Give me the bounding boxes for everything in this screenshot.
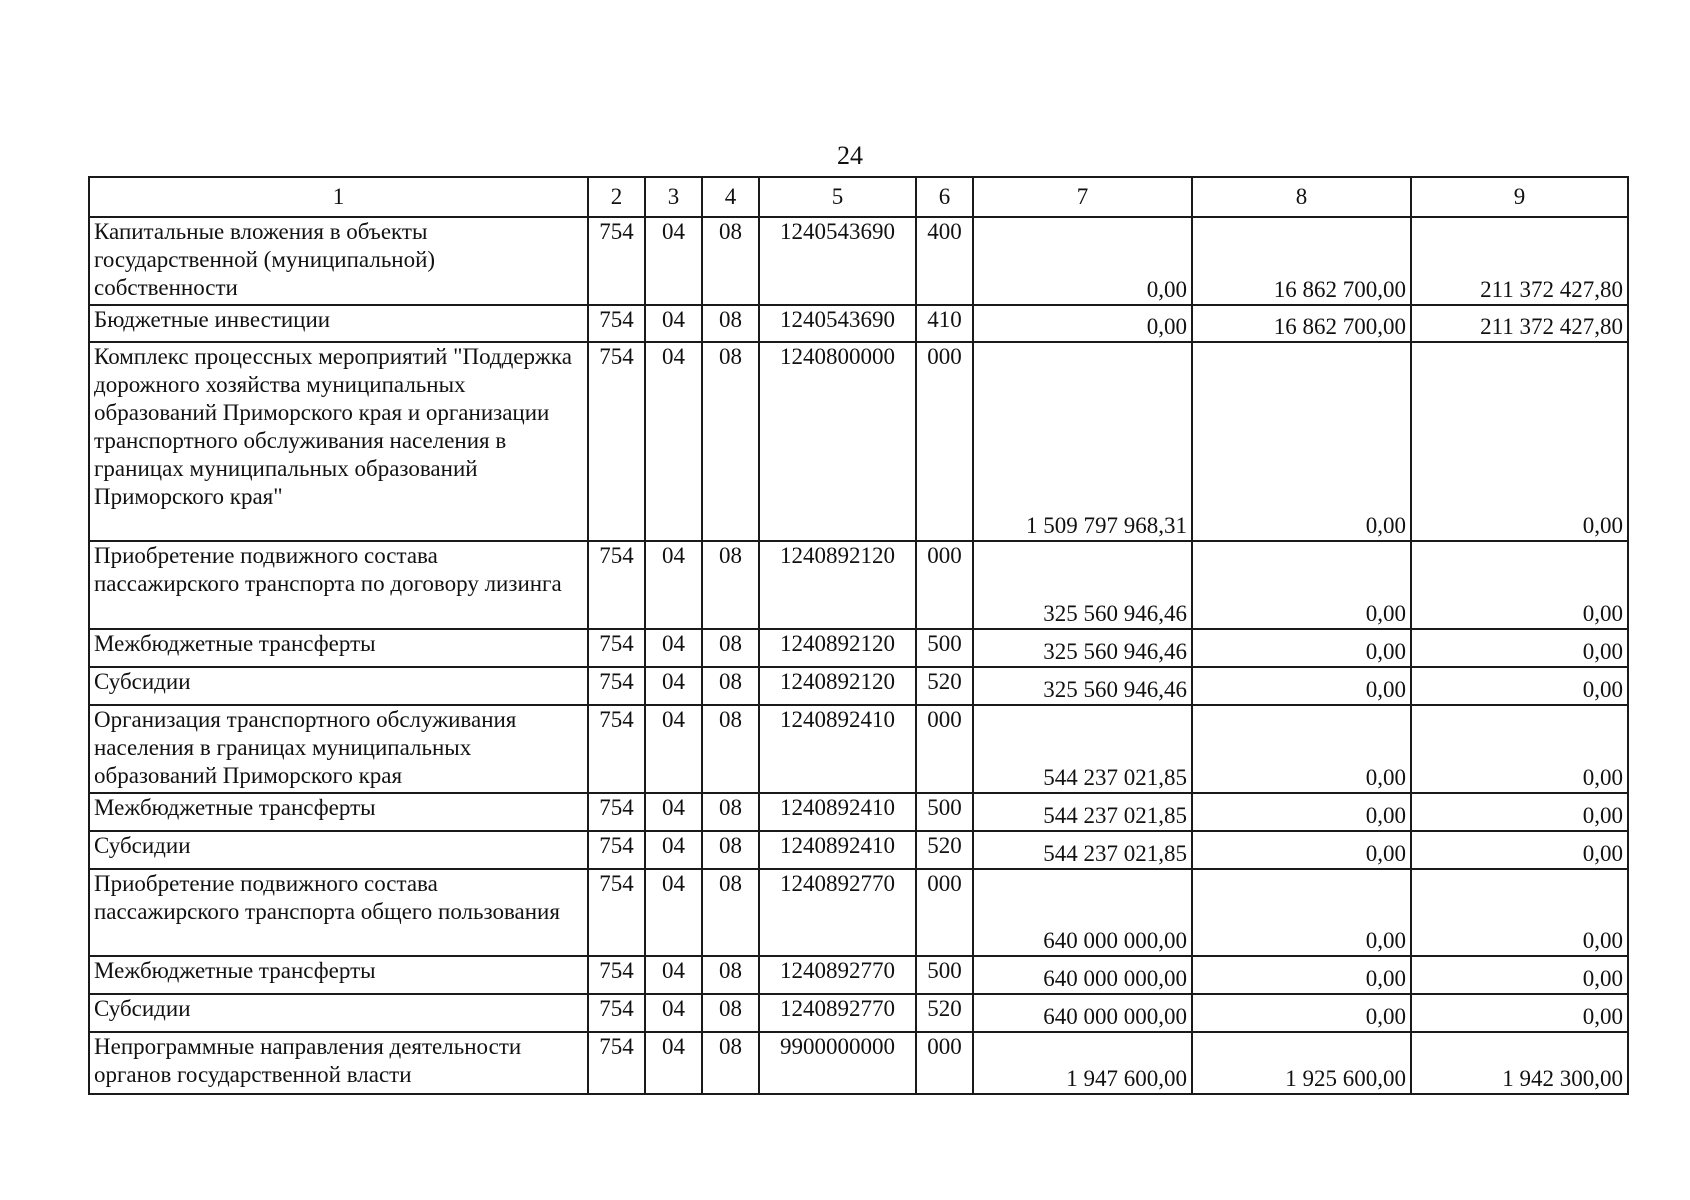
cell-amount-col7: 544 237 021,85 — [973, 831, 1192, 869]
table-header-row — [89, 177, 1628, 217]
cell-amount-col8: 0,00 — [1192, 629, 1411, 667]
column-header: 2 — [588, 177, 645, 217]
cell-section-code: 04 — [645, 305, 702, 342]
column-header: 6 — [916, 177, 973, 217]
cell-amount-col8: 0,00 — [1192, 994, 1411, 1032]
cell-subsection-code: 08 — [702, 342, 759, 541]
column-header: 3 — [645, 177, 702, 217]
cell-section-code: 04 — [645, 1032, 702, 1094]
cell-section-code: 04 — [645, 793, 702, 831]
cell-subsection-code: 08 — [702, 629, 759, 667]
cell-admin-code: 754 — [588, 956, 645, 994]
cell-expense-type-code: 520 — [916, 667, 973, 705]
cell-amount-col8: 0,00 — [1192, 342, 1411, 541]
cell-amount-col9: 0,00 — [1411, 994, 1628, 1032]
cell-amount-col9: 0,00 — [1411, 869, 1628, 956]
cell-admin-code: 754 — [588, 994, 645, 1032]
cell-amount-col8: 0,00 — [1192, 956, 1411, 994]
cell-admin-code: 754 — [588, 629, 645, 667]
table-row — [89, 541, 1628, 629]
cell-subsection-code: 08 — [702, 541, 759, 629]
table-row — [89, 793, 1628, 831]
cell-admin-code: 754 — [588, 705, 645, 793]
cell-expense-type-code: 520 — [916, 994, 973, 1032]
cell-subsection-code: 08 — [702, 831, 759, 869]
cell-target-code: 1240892770 — [759, 869, 916, 956]
cell-section-code: 04 — [645, 342, 702, 541]
cell-target-code: 1240892120 — [759, 541, 916, 629]
row-name: Организация транспортного обслуживания населения в границах муниципальных образований Приморского края — [89, 705, 588, 793]
cell-amount-col7: 325 560 946,46 — [973, 541, 1192, 629]
cell-expense-type-code: 000 — [916, 342, 973, 541]
cell-admin-code: 754 — [588, 541, 645, 629]
table-row — [89, 831, 1628, 869]
cell-admin-code: 754 — [588, 342, 645, 541]
cell-target-code: 1240892770 — [759, 956, 916, 994]
cell-expense-type-code: 520 — [916, 831, 973, 869]
cell-amount-col7: 640 000 000,00 — [973, 956, 1192, 994]
cell-section-code: 04 — [645, 831, 702, 869]
column-header: 8 — [1192, 177, 1411, 217]
cell-amount-col7: 640 000 000,00 — [973, 994, 1192, 1032]
cell-amount-col8: 0,00 — [1192, 831, 1411, 869]
cell-expense-type-code: 500 — [916, 956, 973, 994]
cell-amount-col8: 0,00 — [1192, 667, 1411, 705]
cell-subsection-code: 08 — [702, 793, 759, 831]
table-row — [89, 869, 1628, 956]
cell-admin-code: 754 — [588, 831, 645, 869]
cell-amount-col8: 0,00 — [1192, 793, 1411, 831]
cell-amount-col8: 16 862 700,00 — [1192, 305, 1411, 342]
cell-expense-type-code: 000 — [916, 541, 973, 629]
table-row — [89, 305, 1628, 342]
cell-admin-code: 754 — [588, 217, 645, 305]
cell-target-code: 9900000000 — [759, 1032, 916, 1094]
cell-expense-type-code: 000 — [916, 705, 973, 793]
cell-subsection-code: 08 — [702, 305, 759, 342]
cell-expense-type-code: 000 — [916, 869, 973, 956]
cell-amount-col9: 0,00 — [1411, 342, 1628, 541]
cell-expense-type-code: 000 — [916, 1032, 973, 1094]
cell-amount-col8: 0,00 — [1192, 705, 1411, 793]
table-row — [89, 629, 1628, 667]
cell-admin-code: 754 — [588, 869, 645, 956]
cell-admin-code: 754 — [588, 667, 645, 705]
budget-table — [88, 176, 1629, 1095]
cell-subsection-code: 08 — [702, 956, 759, 994]
table-row — [89, 956, 1628, 994]
cell-admin-code: 754 — [588, 1032, 645, 1094]
cell-amount-col8: 0,00 — [1192, 869, 1411, 956]
cell-section-code: 04 — [645, 869, 702, 956]
page-number: 24 — [837, 141, 863, 170]
cell-amount-col9: 211 372 427,80 — [1411, 305, 1628, 342]
cell-section-code: 04 — [645, 994, 702, 1032]
cell-target-code: 1240892120 — [759, 629, 916, 667]
cell-admin-code: 754 — [588, 305, 645, 342]
cell-amount-col7: 0,00 — [973, 305, 1192, 342]
table-row — [89, 994, 1628, 1032]
cell-expense-type-code: 500 — [916, 629, 973, 667]
row-name: Непрограммные направления деятельности органов государственной власти — [89, 1032, 588, 1094]
cell-subsection-code: 08 — [702, 869, 759, 956]
cell-amount-col8: 16 862 700,00 — [1192, 217, 1411, 305]
cell-subsection-code: 08 — [702, 994, 759, 1032]
row-name: Капитальные вложения в объекты государственной (муниципальной) собственности — [89, 217, 588, 305]
cell-admin-code: 754 — [588, 793, 645, 831]
cell-amount-col9: 211 372 427,80 — [1411, 217, 1628, 305]
cell-target-code: 1240892120 — [759, 667, 916, 705]
table-row — [89, 705, 1628, 793]
row-name: Приобретение подвижного состава пассажирского транспорта общего пользования — [89, 869, 588, 956]
cell-amount-col7: 544 237 021,85 — [973, 705, 1192, 793]
row-name: Межбюджетные трансферты — [89, 956, 588, 994]
row-name: Межбюджетные трансферты — [89, 629, 588, 667]
cell-amount-col9: 0,00 — [1411, 831, 1628, 869]
column-header: 4 — [702, 177, 759, 217]
cell-section-code: 04 — [645, 667, 702, 705]
cell-section-code: 04 — [645, 217, 702, 305]
cell-subsection-code: 08 — [702, 1032, 759, 1094]
column-header: 1 — [89, 177, 588, 217]
table-row — [89, 342, 1628, 541]
column-header: 7 — [973, 177, 1192, 217]
cell-target-code: 1240892410 — [759, 793, 916, 831]
cell-expense-type-code: 410 — [916, 305, 973, 342]
cell-section-code: 04 — [645, 629, 702, 667]
cell-amount-col9: 0,00 — [1411, 793, 1628, 831]
row-name: Приобретение подвижного состава пассажирского транспорта по договору лизинга — [89, 541, 588, 629]
row-name: Субсидии — [89, 994, 588, 1032]
cell-subsection-code: 08 — [702, 667, 759, 705]
cell-section-code: 04 — [645, 956, 702, 994]
cell-target-code: 1240892410 — [759, 831, 916, 869]
cell-amount-col9: 0,00 — [1411, 705, 1628, 793]
cell-amount-col7: 325 560 946,46 — [973, 629, 1192, 667]
cell-amount-col7: 544 237 021,85 — [973, 793, 1192, 831]
cell-amount-col8: 1 925 600,00 — [1192, 1032, 1411, 1094]
cell-amount-col9: 0,00 — [1411, 956, 1628, 994]
cell-subsection-code: 08 — [702, 217, 759, 305]
cell-amount-col7: 1 947 600,00 — [973, 1032, 1192, 1094]
row-name: Межбюджетные трансферты — [89, 793, 588, 831]
row-name: Субсидии — [89, 667, 588, 705]
cell-section-code: 04 — [645, 541, 702, 629]
column-header: 9 — [1411, 177, 1628, 217]
cell-amount-col9: 0,00 — [1411, 541, 1628, 629]
cell-amount-col7: 0,00 — [973, 217, 1192, 305]
cell-target-code: 1240892770 — [759, 994, 916, 1032]
row-name: Бюджетные инвестиции — [89, 305, 588, 342]
cell-target-code: 1240892410 — [759, 705, 916, 793]
cell-section-code: 04 — [645, 705, 702, 793]
row-name: Комплекс процессных мероприятий "Поддержка дорожного хозяйства муниципальных образований Приморского края и организации транспортного обслуживания населения в границах муниципальных образований Приморского края" — [89, 342, 588, 541]
table-row — [89, 1032, 1628, 1094]
cell-amount-col7: 325 560 946,46 — [973, 667, 1192, 705]
cell-expense-type-code: 500 — [916, 793, 973, 831]
cell-amount-col9: 0,00 — [1411, 629, 1628, 667]
cell-expense-type-code: 400 — [916, 217, 973, 305]
table-row — [89, 217, 1628, 305]
cell-target-code: 1240543690 — [759, 217, 916, 305]
column-header: 5 — [759, 177, 916, 217]
cell-subsection-code: 08 — [702, 705, 759, 793]
cell-amount-col9: 0,00 — [1411, 667, 1628, 705]
cell-amount-col7: 640 000 000,00 — [973, 869, 1192, 956]
table-row — [89, 667, 1628, 705]
row-name: Субсидии — [89, 831, 588, 869]
cell-amount-col9: 1 942 300,00 — [1411, 1032, 1628, 1094]
cell-target-code: 1240543690 — [759, 305, 916, 342]
cell-amount-col7: 1 509 797 968,31 — [973, 342, 1192, 541]
cell-target-code: 1240800000 — [759, 342, 916, 541]
cell-amount-col8: 0,00 — [1192, 541, 1411, 629]
